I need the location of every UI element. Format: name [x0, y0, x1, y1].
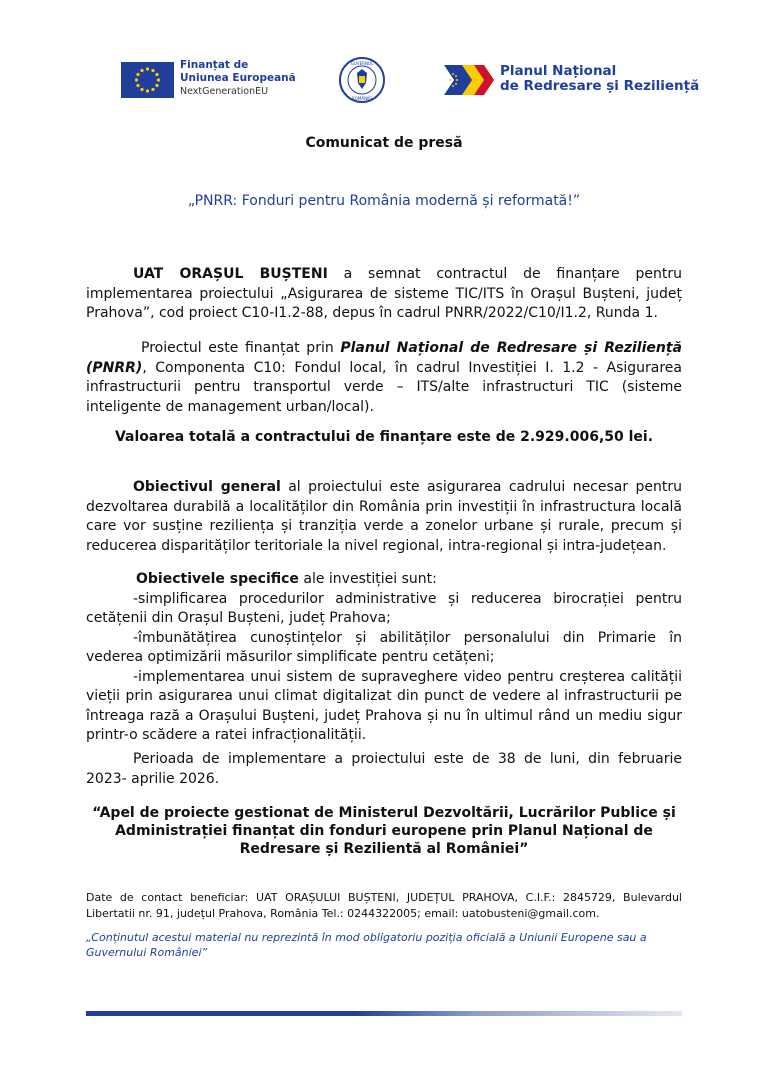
beneficiary-name: UAT ORAȘUL BUȘTENI	[133, 266, 328, 282]
contract-text: a semnat contractul de finanțare pentru implementarea proiectului „Asigurarea de sisteme TIC/ITS în Orașul Bușteni, județ Prahova”, cod proiect C10-I1.2-88, depus în cadrul PNRR/2022/C10/I1.2, Runda 1.	[86, 266, 682, 321]
general-objective-text: al proiectului este asigurarea cadrului necesar pentru dezvoltarea durabilă a localităților din România prin investiții în infrastructura locală care vor susține reziliența și tranziția verde a zonelor urbane și rurale, precum și reducerea disparităților teritoriale la nivel regional, intra-regional și intra-județean.	[86, 479, 682, 554]
financing-text-before: Proiectul este finanțat prin	[141, 340, 341, 356]
financing-paragraph	[86, 339, 682, 417]
seal-top-text: GUVERNUL	[350, 61, 374, 66]
objective-item: -simplificarea procedurilor administrative și reducerea birocrației pentru cetățenii din Orașul Bușteni, județ Prahova;	[86, 590, 682, 626]
implementation-period: Perioada de implementare a proiectului este de 38 de luni, din februarie 2023- aprilie 2026.	[86, 751, 682, 787]
romanian-government-seal	[338, 56, 386, 104]
financing-text-after: , Componenta C10: Fondul local, în cadrul Investiției I. 1.2 - Asigurarea infrastructurii pentru transportul verde – ITS/alte infrastructuri TIC (sisteme inteligente de management urban/local).	[86, 359, 682, 415]
eu-line-2: Uniunea Europeană	[180, 72, 296, 84]
pnrr-label	[500, 64, 699, 94]
pnrr-flag-logo	[444, 65, 496, 95]
specific-objectives-text: ale investiției sunt:	[298, 571, 437, 587]
specific-objectives-block	[86, 570, 682, 746]
program-name: Planul Național de Redresare și Reziliență (PNRR)	[86, 340, 682, 376]
eu-disclaimer: „Conținutul acestui material nu reprezintă în mod obligatoriu poziția oficială a Uniunii Europene sau a Guvernului României”	[86, 931, 647, 959]
eu-line-1: Finanțat de	[180, 59, 249, 71]
general-objective-paragraph	[86, 478, 682, 556]
eu-line-3: NextGenerationEU	[180, 86, 269, 97]
pnrr-line-1: Planul Național	[500, 63, 617, 79]
page-title: Comunicat de presă	[305, 135, 463, 151]
page-subtitle: „PNRR: Fonduri pentru România modernă și reformată!”	[187, 193, 581, 209]
specific-objectives-label: Obiectivele specifice	[136, 571, 299, 587]
contract-value-statement: Valoarea totală a contractului de finanțare este de 2.929.006,50 lei.	[114, 429, 654, 445]
general-objective-label: Obiectivul general	[133, 479, 281, 495]
seal-bottom-text: ROMÂNIEI	[352, 96, 372, 101]
beneficiary-contact: Date de contact beneficiar: UAT ORAȘULUI BUȘTENI, JUDEȚUL PRAHOVA, C.I.F.: 2845729, Bulevardul Libertatii nr. 91, județul Prahova, România Tel.: 0244322005; email: uatobusteni@gmail.com.	[86, 891, 682, 920]
call-statement: “Apel de proiecte gestionat de Ministerul Dezvoltării, Lucrărilor Publice și Administrației finanțat din fonduri europene prin Planul Național de Redresare și Rezilientă al României”	[92, 805, 676, 857]
specific-objectives-intro	[86, 570, 682, 590]
pnrr-line-2: de Redresare și Reziliență	[500, 78, 700, 94]
objective-item: -implementarea unui sistem de supraveghere video pentru creșterea calității vieții prin asigurarea unui climat digitalizat din punct de vedere al infrastructurii pe întreaga rază a Orașului Bușteni, județ Prahova și nu în ultimul rând un mediu sigur printr-o scădere a ratei infracționalității.	[86, 668, 682, 743]
objective-item: -îmbunătățirea cunoștințelor și abilităților personalului din Primarie în vederea optimizării măsurilor simplificate pentru cetățeni;	[86, 629, 682, 665]
footer-divider	[86, 1011, 682, 1016]
eu-flag-logo	[121, 62, 174, 98]
contract-paragraph	[86, 265, 682, 324]
eu-funding-label	[180, 59, 296, 98]
